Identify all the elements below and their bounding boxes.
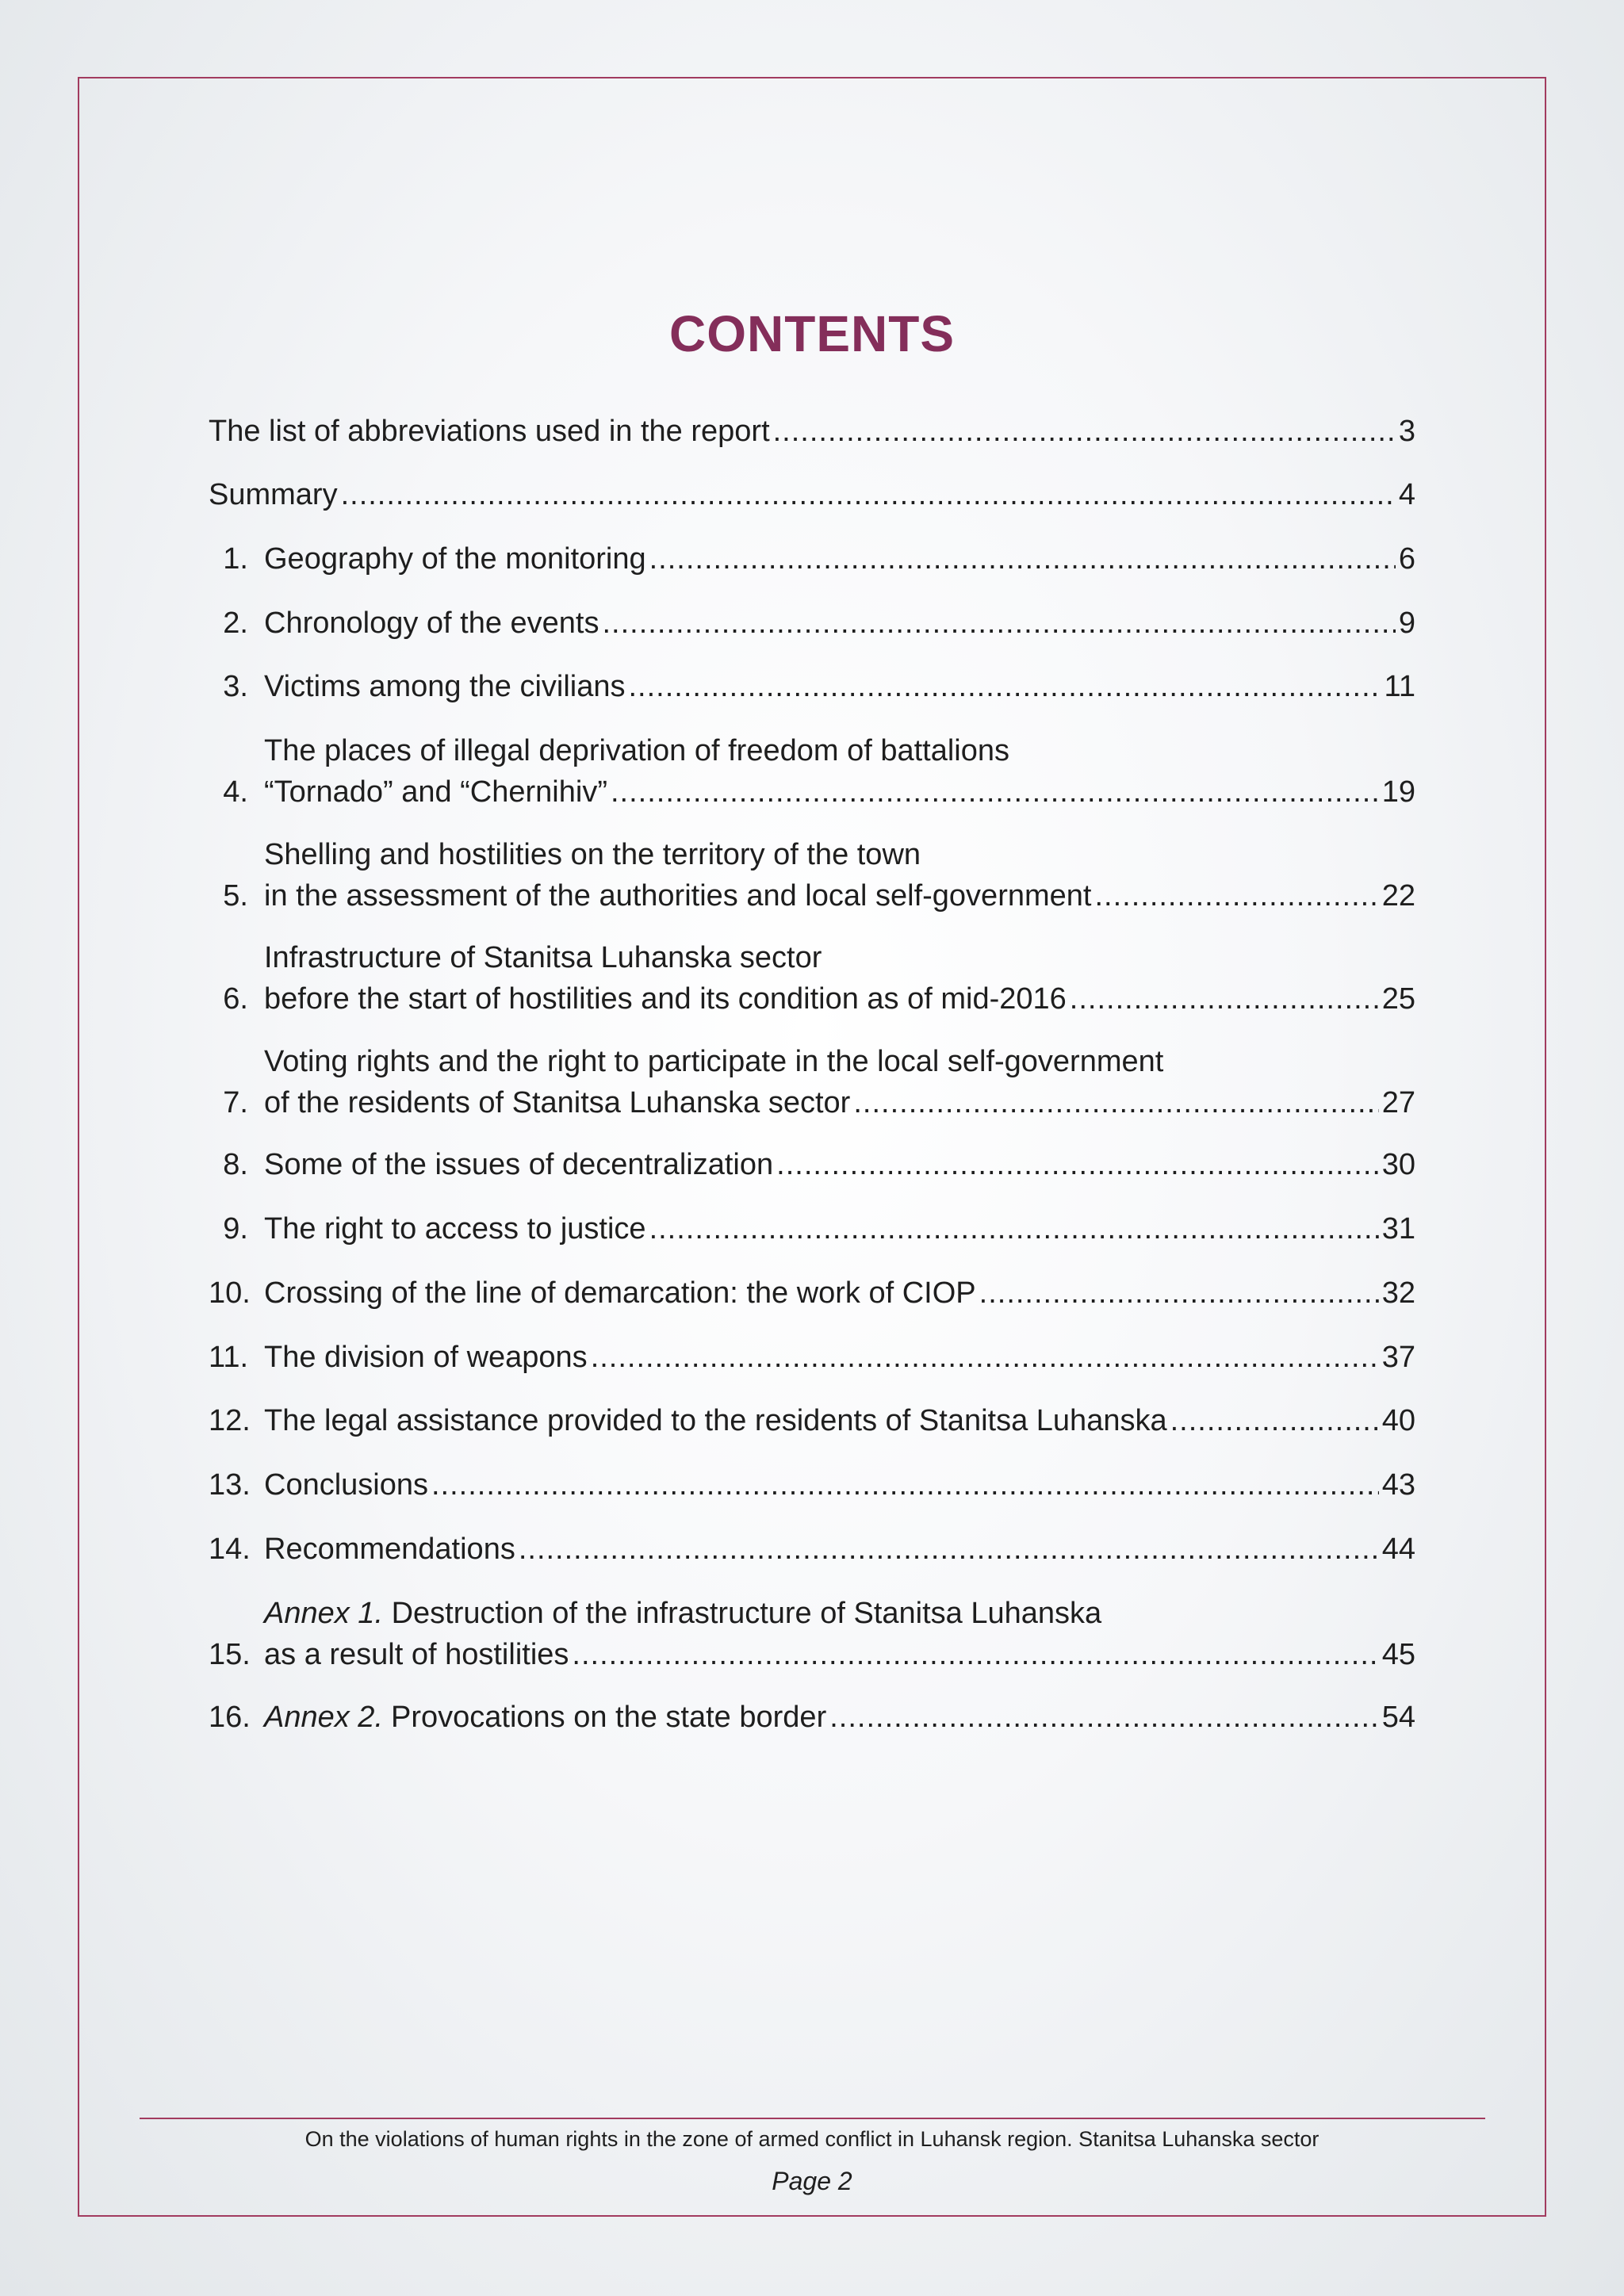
toc-entry-9[interactable] [209, 1208, 1415, 1249]
toc-page-number: 40 [1381, 1404, 1415, 1437]
toc-entry-summary[interactable] [209, 474, 1415, 515]
toc-page-number: 25 [1381, 982, 1415, 1016]
toc-page-number: 44 [1381, 1533, 1415, 1566]
toc-entry-title-line: Destruction of the infrastructure of Stanitsa Luhanska [391, 1597, 1102, 1630]
toc-entry-number: 7. [223, 1086, 248, 1119]
toc-entry-number: 2. [223, 607, 248, 640]
leader-dots [572, 1634, 1378, 1675]
leader-dots [979, 1272, 1379, 1314]
page-number-label: Page 2 [772, 2167, 852, 2195]
toc-entry-title-line: Shelling and hostilities on the territory of the town [264, 838, 921, 871]
toc-entry-number: 15. [209, 1638, 251, 1671]
leader-dots [628, 666, 1381, 707]
toc-entry-number: 14. [209, 1533, 251, 1566]
page-title: CONTENTS [669, 305, 955, 362]
toc-entry-8[interactable] [209, 1144, 1415, 1185]
toc-entry-title: The legal assistance provided to the residents of Stanitsa Luhanska [264, 1404, 1167, 1437]
toc-page-number: 6 [1398, 542, 1415, 576]
toc-page-number: 45 [1381, 1638, 1415, 1671]
toc-page-number: 54 [1381, 1701, 1415, 1734]
toc-entry-title: The list of abbreviations used in the report [209, 415, 770, 448]
toc-entry-title: The right to access to justice [264, 1212, 646, 1246]
table-of-contents [209, 0, 1415, 2296]
toc-entry-title-line: Voting rights and the right to participate in the local self-government [264, 1045, 1164, 1078]
toc-entry-title: Geography of the monitoring [264, 542, 646, 576]
toc-page-number: 22 [1381, 879, 1415, 913]
toc-page-number: 9 [1398, 607, 1415, 640]
toc-entry-number: 10. [209, 1276, 251, 1310]
toc-entry-3[interactable] [209, 666, 1415, 707]
toc-entry-title-line: Infrastructure of Stanitsa Luhanska sector [264, 941, 822, 974]
toc-entry-number: 4. [223, 775, 248, 809]
toc-entry-title: Summary [209, 478, 338, 511]
leader-dots [1094, 875, 1378, 916]
toc-entry-6[interactable] [209, 937, 1415, 1020]
toc-entry-number: 1. [223, 542, 248, 576]
toc-entry-7[interactable] [209, 1041, 1415, 1123]
toc-page-number: 32 [1381, 1276, 1415, 1310]
toc-entry-number: 13. [209, 1468, 251, 1502]
toc-entry-title: Crossing of the line of demarcation: the work of CIOP [264, 1276, 976, 1310]
leader-dots [829, 1697, 1379, 1738]
leader-dots [591, 1337, 1379, 1378]
toc-entry-number: 12. [209, 1404, 251, 1437]
toc-page-number: 11 [1384, 670, 1415, 703]
toc-entry-title-line: The places of illegal deprivation of freedom of battalions [264, 734, 1009, 767]
toc-entry-2[interactable] [209, 603, 1415, 644]
toc-entry-10[interactable] [209, 1272, 1415, 1314]
toc-entry-number: 3. [223, 670, 248, 703]
toc-entry-number: 9. [223, 1212, 248, 1246]
toc-entry-title: Victims among the civilians [264, 670, 626, 703]
leader-dots [853, 1082, 1378, 1123]
annex-label: Annex 1. [264, 1597, 383, 1630]
leader-dots [1070, 978, 1379, 1020]
toc-page-number: 37 [1381, 1341, 1415, 1374]
toc-page-number: 27 [1381, 1086, 1415, 1119]
toc-entry-number: 16. [209, 1701, 251, 1734]
toc-entry-title: before the start of hostilities and its condition as of mid-2016 [264, 982, 1067, 1016]
leader-dots [776, 1144, 1379, 1185]
leader-dots [341, 474, 1396, 515]
toc-entry-12[interactable] [209, 1400, 1415, 1441]
toc-entry-number: 6. [223, 982, 248, 1016]
footer-caption: On the violations of human rights in the zone of armed conflict in Luhansk region. Stanitsa Luhanska sector [304, 2127, 1320, 2151]
annex-label: Annex 2. [264, 1701, 383, 1734]
toc-entry-1[interactable] [209, 538, 1415, 580]
toc-entry-4[interactable] [209, 730, 1415, 813]
toc-entry-title: Conclusions [264, 1468, 428, 1502]
toc-entry-number: 8. [223, 1148, 248, 1181]
toc-entry-16[interactable] [209, 1697, 1415, 1738]
toc-page-number: 19 [1381, 775, 1415, 809]
toc-entry-11[interactable] [209, 1337, 1415, 1378]
toc-entry-number: 11. [209, 1341, 249, 1374]
toc-page-number: 30 [1381, 1148, 1415, 1181]
toc-entry-title: “Tornado” and “Chernihiv” [264, 775, 607, 809]
footer-divider [140, 2118, 1485, 2119]
leader-dots [1170, 1400, 1379, 1441]
toc-entry-title: Provocations on the state border [391, 1701, 827, 1734]
toc-entry-5[interactable] [209, 834, 1415, 916]
leader-dots [519, 1529, 1379, 1570]
toc-entry-title: Chronology of the events [264, 607, 599, 640]
toc-page-number: 3 [1398, 415, 1415, 448]
leader-dots [603, 603, 1396, 644]
toc-entry-title: Some of the issues of decentralization [264, 1148, 774, 1181]
toc-entry-title: in the assessment of the authorities and local self-government [264, 879, 1092, 913]
toc-entry-title: as a result of hostilities [264, 1638, 569, 1671]
toc-entry-15[interactable] [209, 1593, 1415, 1675]
toc-entry-title: Recommendations [264, 1533, 515, 1566]
toc-page-number: 31 [1381, 1212, 1415, 1246]
leader-dots [431, 1464, 1379, 1506]
toc-entry-14[interactable] [209, 1529, 1415, 1570]
leader-dots [649, 1208, 1379, 1249]
leader-dots [649, 538, 1396, 580]
leader-dots [773, 411, 1396, 452]
toc-entry-13[interactable] [209, 1464, 1415, 1506]
toc-page-number: 43 [1381, 1468, 1415, 1502]
toc-entry-abbreviations[interactable] [209, 411, 1415, 452]
toc-entry-title: The division of weapons [264, 1341, 588, 1374]
toc-entry-title: of the residents of Stanitsa Luhanska sector [264, 1086, 851, 1119]
leader-dots [611, 771, 1379, 813]
toc-entry-number: 5. [223, 879, 248, 913]
toc-page-number: 4 [1398, 478, 1415, 511]
